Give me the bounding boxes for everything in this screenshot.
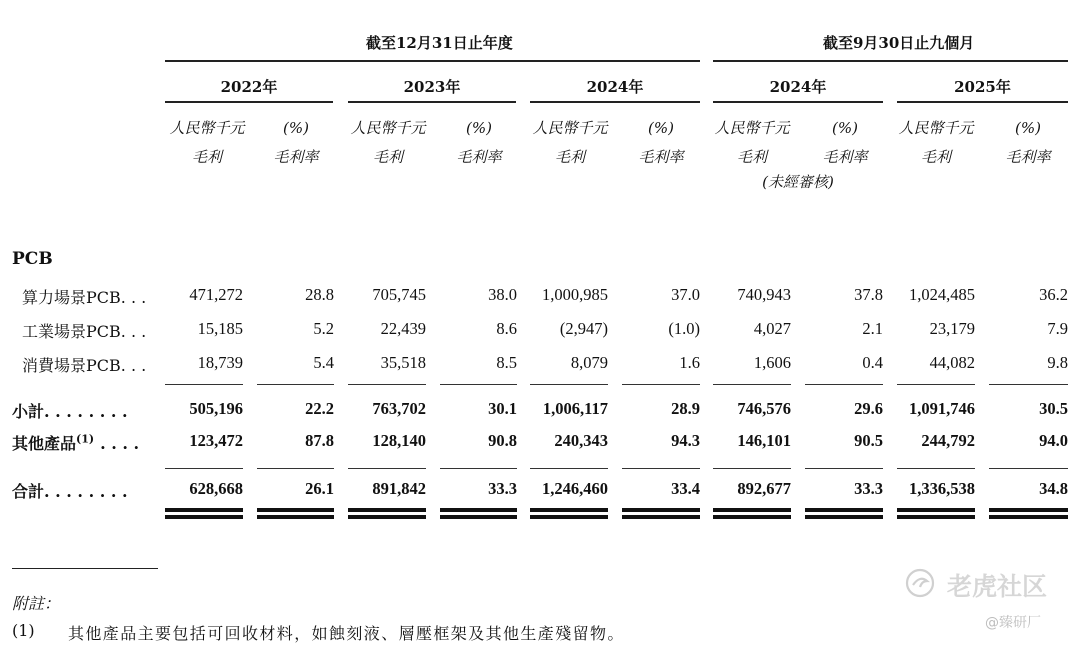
cell-gross-profit: (2,947) (559, 319, 608, 338)
cell-gross-profit: 892,677 (737, 479, 791, 498)
cell-gross-profit: 240,343 (554, 431, 608, 450)
cell-gross-margin: 26.1 (305, 479, 334, 498)
total-rule (440, 468, 517, 469)
double-rule (440, 515, 517, 519)
cell-gross-margin: 28.8 (305, 285, 334, 304)
double-rule (622, 508, 700, 512)
cell-gross-profit: 1,606 (753, 353, 791, 372)
total-rule (805, 468, 883, 469)
double-rule (348, 508, 426, 512)
footnote-separator (12, 568, 158, 569)
watermark-text: 老虎社区 (947, 572, 1048, 601)
unit-header-amount: 人民幣千元 毛利 (714, 119, 790, 166)
cell-gross-profit: 705,745 (372, 285, 426, 304)
double-rule (348, 515, 426, 519)
subtotal-rule (805, 384, 883, 385)
year-rule (897, 101, 1068, 103)
cell-gross-profit: 146,101 (737, 431, 791, 450)
cell-gross-margin: 30.1 (488, 399, 517, 418)
year-rule (165, 101, 333, 103)
unit-header-pct: (%) 毛利率 (273, 119, 319, 166)
row-label: 消費場景PCB. . . (22, 356, 147, 375)
cell-gross-margin: 0.4 (862, 353, 883, 372)
row-label-total: 合計. . . . . . . . (12, 482, 128, 501)
double-rule (805, 508, 883, 512)
total-rule (165, 468, 243, 469)
cell-gross-margin: 37.8 (854, 285, 883, 304)
cell-gross-margin: 29.6 (854, 399, 883, 418)
year-header: 2025年 (954, 78, 1011, 96)
cell-gross-margin: 37.0 (671, 285, 700, 304)
double-rule (165, 515, 243, 519)
subtotal-rule (530, 384, 608, 385)
total-rule (530, 468, 608, 469)
cell-gross-margin: 36.2 (1039, 285, 1068, 304)
subtotal-rule (622, 384, 700, 385)
cell-gross-margin: 9.8 (1047, 353, 1068, 372)
unaudited-label: (未經審核) (762, 173, 834, 191)
cell-gross-margin: 8.5 (496, 353, 517, 372)
double-rule (257, 515, 334, 519)
cell-gross-margin: 34.8 (1039, 479, 1068, 498)
row-label: 工業場景PCB. . . (22, 322, 147, 341)
notes-title: 附註： (12, 594, 61, 613)
subtotal-rule (713, 384, 791, 385)
note-marker: (1) (12, 621, 35, 640)
double-rule (713, 515, 791, 519)
cell-gross-profit: 1,246,460 (542, 479, 608, 498)
cell-gross-profit: 628,668 (189, 479, 243, 498)
subtotal-rule (165, 384, 243, 385)
year-rule (713, 101, 883, 103)
subtotal-rule (989, 384, 1068, 385)
cell-gross-profit: 746,576 (737, 399, 791, 418)
cell-gross-margin: 94.3 (671, 431, 700, 450)
watermark-subtext: @臻研厂 (985, 615, 1041, 631)
cell-gross-margin: 90.5 (854, 431, 883, 450)
row-label-subtotal: 小計. . . . . . . . (12, 402, 128, 421)
cell-gross-profit: 1,091,746 (909, 399, 975, 418)
cell-gross-profit: 18,739 (197, 353, 243, 372)
subtotal-rule (257, 384, 334, 385)
cell-gross-margin: 8.6 (496, 319, 517, 338)
cell-gross-profit: 35,518 (380, 353, 426, 372)
cell-gross-margin: 5.4 (313, 353, 334, 372)
double-rule (713, 508, 791, 512)
cell-gross-margin: (1.0) (668, 319, 700, 338)
cell-gross-margin: 28.9 (671, 399, 700, 418)
cell-gross-margin: 33.3 (488, 479, 517, 498)
cell-gross-profit: 44,082 (929, 353, 975, 372)
section-title: PCB (12, 249, 53, 269)
subtotal-rule (440, 384, 517, 385)
unit-header-pct: (%) 毛利率 (456, 119, 502, 166)
year-header: 2024年 (769, 78, 827, 96)
year-header: 2024年 (586, 78, 644, 96)
double-rule (622, 515, 700, 519)
unit-header-pct: (%) 毛利率 (638, 119, 684, 166)
cell-gross-margin: 22.2 (305, 399, 334, 418)
subtotal-rule (348, 384, 426, 385)
cell-gross-margin: 30.5 (1039, 399, 1068, 418)
note-text: 其他產品主要包括可回收材料，如蝕刻液、層壓框架及其他生產殘留物。 (68, 624, 625, 643)
group-header-annual: 截至12月31日止年度 (366, 34, 513, 52)
cell-gross-profit: 1,000,985 (542, 285, 608, 304)
cell-gross-profit: 4,027 (753, 319, 791, 338)
cell-gross-profit: 15,185 (197, 319, 243, 338)
total-rule (713, 468, 791, 469)
total-rule (989, 468, 1068, 469)
cell-gross-margin: 33.4 (671, 479, 700, 498)
group-rule-nine-months (713, 60, 1068, 62)
cell-gross-margin: 7.9 (1047, 319, 1068, 338)
total-rule (622, 468, 700, 469)
row-label: 算力場景PCB. . . (22, 288, 147, 307)
year-rule (348, 101, 516, 103)
group-rule-annual (165, 60, 700, 62)
cell-gross-margin: 87.8 (305, 431, 334, 450)
double-rule (989, 508, 1068, 512)
double-rule (530, 515, 608, 519)
double-rule (440, 508, 517, 512)
double-rule (897, 515, 975, 519)
unit-header-amount: 人民幣千元 毛利 (898, 119, 974, 166)
cell-gross-profit: 123,472 (189, 431, 243, 450)
cell-gross-profit: 471,272 (189, 285, 243, 304)
double-rule (805, 515, 883, 519)
unit-header-amount: 人民幣千元 毛利 (350, 119, 426, 166)
unit-header-amount: 人民幣千元 毛利 (532, 119, 608, 166)
unit-header-pct: (%) 毛利率 (822, 119, 868, 166)
cell-gross-profit: 505,196 (189, 399, 243, 418)
double-rule (897, 508, 975, 512)
double-rule (530, 508, 608, 512)
cell-gross-profit: 740,943 (737, 285, 791, 304)
double-rule (989, 515, 1068, 519)
cell-gross-profit: 128,140 (372, 431, 426, 450)
watermark-logo-icon (904, 567, 936, 599)
total-rule (897, 468, 975, 469)
cell-gross-profit: 8,079 (570, 353, 608, 372)
subtotal-rule (897, 384, 975, 385)
double-rule (257, 508, 334, 512)
cell-gross-profit: 23,179 (929, 319, 975, 338)
cell-gross-profit: 891,842 (372, 479, 426, 498)
cell-gross-margin: 90.8 (488, 431, 517, 450)
cell-gross-profit: 244,792 (921, 431, 975, 450)
cell-gross-margin: 5.2 (313, 319, 334, 338)
total-rule (348, 468, 426, 469)
unit-header-pct: (%) 毛利率 (1005, 119, 1051, 166)
cell-gross-profit: 1,336,538 (909, 479, 975, 498)
cell-gross-profit: 1,024,485 (909, 285, 975, 304)
cell-gross-profit: 1,006,117 (542, 399, 608, 418)
cell-gross-profit: 763,702 (372, 399, 426, 418)
cell-gross-margin: 38.0 (488, 285, 517, 304)
year-rule (530, 101, 700, 103)
total-rule (257, 468, 334, 469)
double-rule (165, 508, 243, 512)
row-label-other: 其他產品$^{(1)}$ . . . . (12, 432, 140, 453)
cell-gross-profit: 22,439 (380, 319, 426, 338)
cell-gross-margin: 1.6 (679, 353, 700, 372)
year-header: 2022年 (220, 78, 278, 96)
cell-gross-margin: 2.1 (862, 319, 883, 338)
cell-gross-margin: 94.0 (1039, 431, 1068, 450)
group-header-nine-months: 截至9月30日止九個月 (823, 34, 975, 52)
cell-gross-margin: 33.3 (854, 479, 883, 498)
unit-header-amount: 人民幣千元 毛利 (169, 119, 245, 166)
year-header: 2023年 (403, 78, 461, 96)
